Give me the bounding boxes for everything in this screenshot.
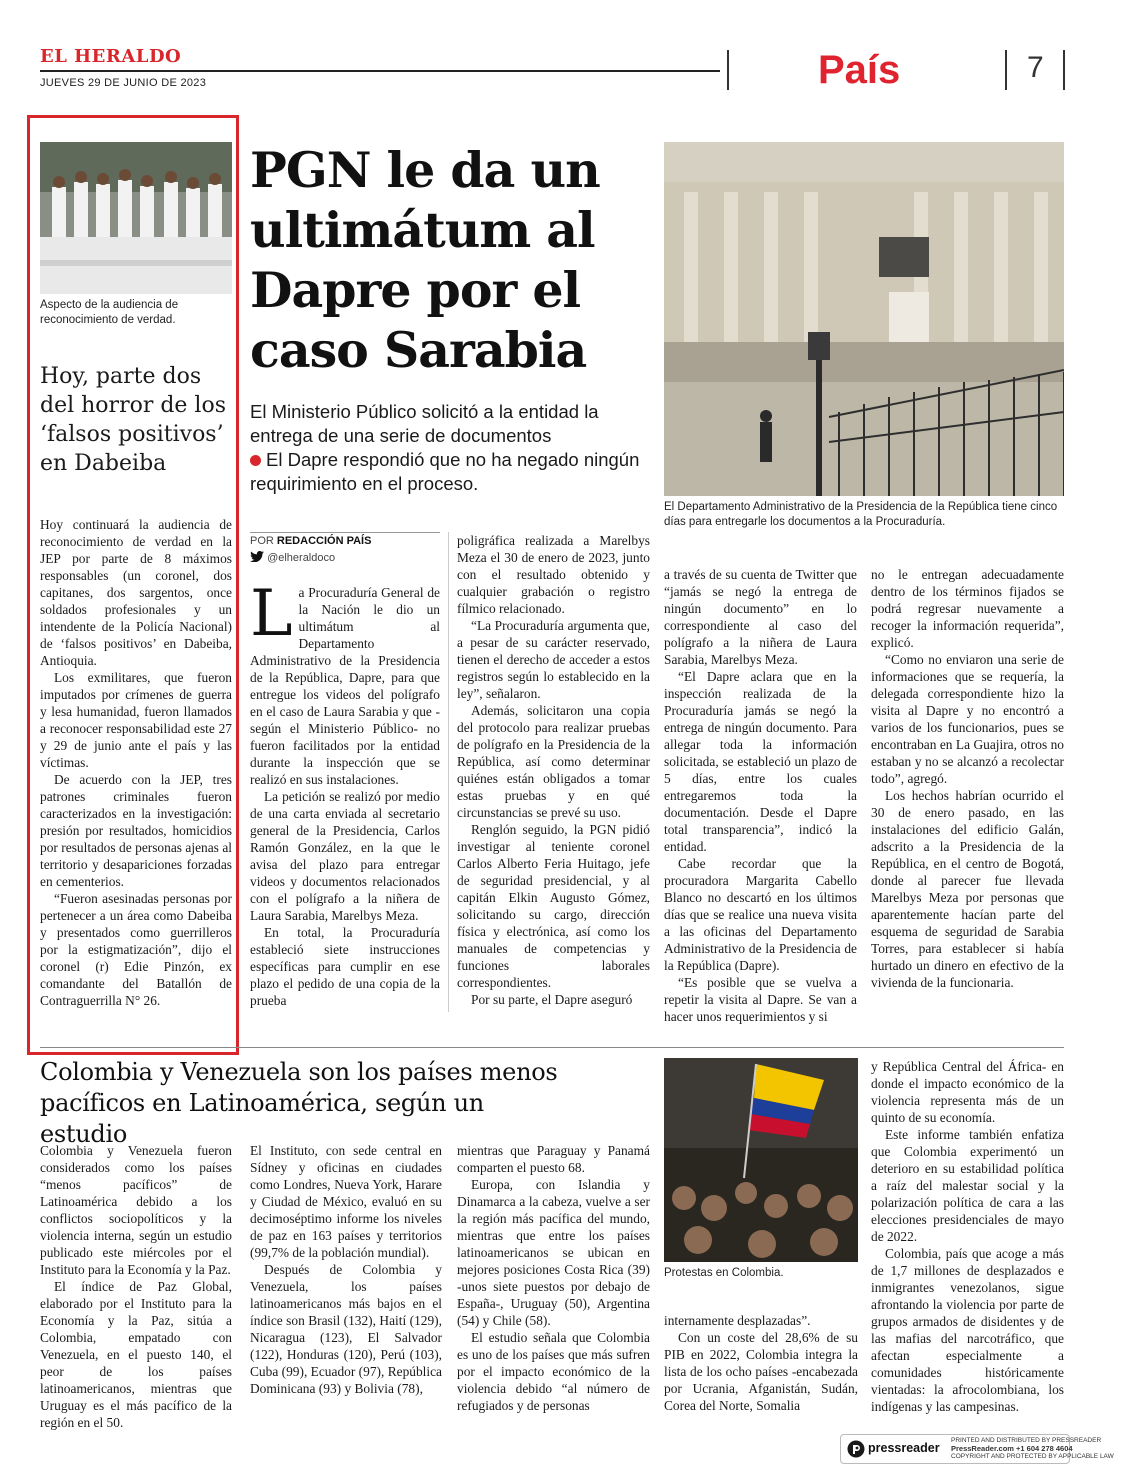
drop-cap: L: [250, 577, 293, 651]
main-column-1: [250, 577, 440, 1009]
main-paragraph: “Como no enviaron una serie de informaciones que se requería, la delegada correspondiente hizo la visita al Dapre y no encontró a varios de los funcionarios, pues se encontraban en La Guajira, otros no estaban y no se alcanzó a recolectar todo”, agregó.: [871, 652, 1064, 786]
header-divider-mid: [1005, 50, 1007, 90]
bottom-paragraph: Colombia y Venezuela fueron considerados como los países “menos pacíficos” de Latinoamérica debido a los conflictos sociopolíticos y la violencia interna, según un estudio publicado este miércoles por el Instituto para la Economía y la Paz.: [40, 1143, 232, 1277]
main-column-2: [457, 532, 650, 1008]
sidebar-photo-caption: Aspecto de la audiencia de reconocimiento de verdad.: [40, 299, 179, 326]
main-paragraph: En total, la Procuraduría estableció siete instrucciones específicas para cumplir en ese plazo el pedido de una copia de la prueba: [250, 925, 440, 1008]
bottom-paragraph: El estudio señala que Colombia es uno de los países que más sufren por el impacto económico de la violencia debido “al número de refugiados y de personas: [457, 1330, 650, 1413]
byline-author: REDACCIÓN PAÍS: [276, 535, 372, 547]
main-column-4: [871, 566, 1064, 991]
byline-twitter: [250, 551, 335, 564]
main-photo: [664, 142, 1064, 496]
bottom-photo-caption: Protestas en Colombia.: [664, 1267, 784, 1279]
pressreader-info: [951, 1437, 1114, 1461]
bottom-paragraph: El índice de Paz Global, elaborado por el Instituto para la Economía y la Paz, sitúa a Colombia, empatado con Venezuela, en el puesto 140, el peor de los países latinoamericanos, mientras que Uruguay es el más pacífico de la región en el 50.: [40, 1279, 232, 1430]
main-paragraph: “La Procuraduría argumenta que, a pesar de su carácter reservado, tienen el derecho de acceder a estos registros según lo establecido en la ley”, señalaron.: [457, 618, 650, 701]
bottom-paragraph: Europa, con Islandia y Dinamarca a la cabeza, vuelve a ser la región más pacífica del mundo, mientras que entre los países latinoamericanos se ubican en mejores posiciones Costa Rica (39) -unos siete puestos por debajo de España-, Uruguay (50), Argentina (54) y Chile (58).: [457, 1177, 650, 1328]
bottom-paragraph: y República Central del África- en donde el impacto económico de la violencia representa más de un quinto de su economía.: [871, 1059, 1064, 1125]
main-column-3: [664, 566, 857, 1025]
section-separator: [40, 1047, 1064, 1048]
bottom-headline: Colombia y Venezuela son los países menos pacíficos en Latinoamérica, según un estudio: [40, 1058, 558, 1148]
main-paragraph: “El Dapre aclara que en la inspección realizada de la Procuraduría jamás se negó la entrega de ningún documento. Para allegar toda la información solicitada, se estableció un plazo de 5 días, entre los cuales entregaremos toda la documentación. Desde el Dapre total transparencia”, indicó la entidad.: [664, 669, 857, 854]
page-number: 7: [1027, 51, 1044, 84]
bottom-paragraph: Después de Colombia y Venezuela, los países latinoamericanos más bajos en el índice son Brasil (132), Haití (129), Nicaragua (123), El Salvador (122), Honduras (120), Perú (103), Cuba (99), Ecuador (97), República Dominicana (93) y Bolivia (78),: [250, 1262, 442, 1396]
main-paragraph: a través de su cuenta de Twitter que “jamás se negó la entrega de ningún documento” en lo correspondiente al caso del polígrafo a la niñera de Laura Sarabia, Marelbys Meza.: [664, 567, 857, 667]
deck-line-2: El Dapre respondió que no ha negado ningún requirimiento en el proceso.: [250, 449, 640, 494]
bottom-paragraph: Con un coste del 28,6% de su PIB en 2022, Colombia integra la lista de los ocho países -encabezada por Ucrania, Afganistán, Sudán, Corea del Norte, Somalia: [664, 1330, 858, 1413]
twitter-handle: @elheraldoco: [267, 552, 336, 564]
deck-bullet-icon: [250, 455, 261, 466]
column-divider: [448, 532, 449, 1012]
masthead: EL HERALDO: [40, 46, 182, 67]
section-title: País: [818, 48, 901, 92]
main-paragraph: Además, solicitaron una copia del protocolo para realizar pruebas de polígrafo en la Presidencia de la República, así como determinar quiénes están obligados a tomar estas pruebas y en qué circunstancias se prevé su uso.: [457, 703, 650, 820]
pressreader-line-1: PRINTED AND DISTRIBUTED BY PRESSREADER: [951, 1437, 1102, 1444]
twitter-icon: [250, 551, 264, 562]
byline-prefix: POR: [250, 535, 274, 547]
bottom-paragraph: mientras que Paraguay y Panamá comparten el puesto 68.: [457, 1143, 650, 1175]
main-paragraph: Los hechos habrían ocurrido el 30 de enero pasado, en las instalaciones del edificio Galán, adscrito a la Presidencia de la República, en el centro de Bogotá, donde al parecer fue llevada Marelbys Meza por personas que aparentemente hacían parte del esquema de seguridad de Sarabia Torres, para establecer si había hurtado un dinero en efectivo de la vivienda de la funcionaria.: [871, 788, 1064, 990]
sidebar-headline: Hoy, parte dos del horror de los ‘falsos positivos’ en Dabeiba: [40, 364, 227, 476]
palace-photo-icon: [664, 142, 1064, 496]
header-divider-left: [727, 50, 729, 90]
pressreader-icon: [847, 1440, 865, 1458]
bottom-paragraph: El Instituto, con sede central en Sídney y oficinas en ciudades como Londres, Nueva York, Harare y Ciudad de México, evaluó en su decimoséptimo informe los niveles de paz en 163 países y territorios (99,7% de la población mundial).: [250, 1143, 442, 1260]
sidebar-paragraph: De acuerdo con la JEP, tres patrones criminales fueron caracterizados en la investigación: presión por resultados, homicidios por resultados de personas ajenas al territorio y desapariciones forzadas en cementerios.: [40, 772, 232, 889]
deck-line-1: El Ministerio Público solicitó a la entidad la entrega de una serie de documentos: [250, 401, 599, 446]
header-divider-right: [1063, 50, 1065, 90]
bottom-column-4: [664, 1312, 858, 1414]
byline: [250, 535, 371, 547]
pressreader-line-3: COPYRIGHT AND PROTECTED BY APPLICABLE LAW: [951, 1453, 1114, 1460]
sidebar-photo: [40, 142, 232, 294]
sidebar-paragraph: Los exmilitares, que fueron imputados por crímenes de guerra y lesa humanidad, fueron llamados a reconocer responsabilidad este 27 y 29 de junio ante el país y las víctimas.: [40, 670, 232, 770]
bottom-column-5: [871, 1058, 1064, 1415]
pressreader-brand: pressreader: [868, 1441, 940, 1455]
main-paragraph: poligráfica realizada a Marelbys Meza el 30 de enero de 2023, junto con el resultado obtenido y cualquier grabación o registro fílmico relacionado.: [457, 533, 650, 616]
pressreader-line-2: PressReader.com +1 604 278 4604: [951, 1444, 1073, 1453]
main-paragraph: Por su parte, el Dapre aseguró: [471, 992, 633, 1007]
main-paragraph: Renglón seguido, la PGN pidió investigar al teniente coronel Carlos Alberto Feria Huitago, jefe de seguridad presidencial, y al capitán Elkin Augusto Gómez, solicitando su cargo, dirección física y electrónica, así como los manuales de competencias y funciones laborales correspondientes.: [457, 822, 650, 990]
main-paragraph: “Es posible que se vuelva a repetir la visita al Dapre. Se van a hacer unos requerimientos y si: [664, 975, 857, 1024]
masthead-rule: [40, 70, 720, 72]
sidebar-paragraph: “Fueron asesinadas personas por pertenecer a un área como Dabeiba y presentados como guerrilleros por la estigmatización”, dijo el coronel (r) Edie Pinzón, ex comandante del Batallón de Contraguerrilla N° 26.: [40, 891, 232, 1008]
main-photo-caption: El Departamento Administrativo de la Presidencia de la República tiene cinco días para entregarle los documentos a la Procuraduría.: [664, 501, 1058, 528]
pressreader-badge[interactable]: [840, 1434, 1114, 1464]
main-paragraph: a Procuraduría General de la Nación le dio un ultimátum al Departamento Administrativo de la Presidencia de la República, Dapre, para que entregue los videos del polígrafo en el caso de Laura Sarabia y que -según el Ministerio Público- no fueron facilitados por la entidad durante la inspección que se realizó en sus instalaciones.: [250, 585, 440, 787]
issue-date: JUEVES 29 DE JUNIO DE 2023: [40, 77, 207, 89]
audience-photo-icon: [40, 142, 232, 294]
main-paragraph: La petición se realizó por medio de una carta enviada al secretario general de la Presidencia, Carlos Ramón González, en la que le avisa del plazo para entregar videos y documentos relacionados con el polígrafo a la niñera de Laura Sarabia, Marelbys Meza.: [250, 789, 440, 923]
main-headline: PGN le da un ultimátum al Dapre por el caso Sarabia: [250, 141, 600, 379]
protest-photo-icon: [664, 1058, 858, 1262]
bottom-column-3: [457, 1142, 650, 1414]
bottom-column-2: [250, 1142, 442, 1397]
bottom-paragraph: Este informe también enfatiza que Colombia experimentó un deterioro en su estabilidad política a raíz del malestar social y la polarización política de cara a las elecciones presidenciales de mayo de 2022.: [871, 1127, 1064, 1244]
sidebar-paragraph: Hoy continuará la audiencia de reconocimiento de verdad en la JEP por parte de 8 máximos responsables (un coronel, dos capitanes, dos sargentos, once soldados profesionales y un intendente de la Policía Nacional) de ‘falsos positivos’ en Dabeiba, Antioquia.: [40, 517, 232, 668]
bottom-photo: [664, 1058, 858, 1262]
main-paragraph: Cabe recordar que la procuradora Margarita Cabello Blanco no descartó en los últimos días que se realice una nueva visita a las oficinas del Departamento Administrativo de la Presidencia de la República (Dapre).: [664, 856, 857, 973]
main-paragraph: no le entregan adecuadamente dentro de los términos fijados se podrá regresar nuevamente a recoger la información requerida”, explicó.: [871, 567, 1064, 650]
bottom-column-1: [40, 1142, 232, 1431]
main-deck: [250, 400, 650, 496]
bottom-paragraph: Colombia, país que acoge a más de 1,7 millones de desplazados e inmigrantes venezolanos, sigue afrontando la violencia por parte de grupos armados de disidentes y de las mafias del narcotráfico, que afectan especialmente a comunidades históricamente vientadas: la afrocolombiana, los indígenas y las campesinas.: [871, 1246, 1064, 1414]
byline-rule: [250, 532, 440, 533]
bottom-paragraph: internamente desplazadas”.: [664, 1313, 811, 1328]
sidebar-body: [40, 516, 232, 1009]
